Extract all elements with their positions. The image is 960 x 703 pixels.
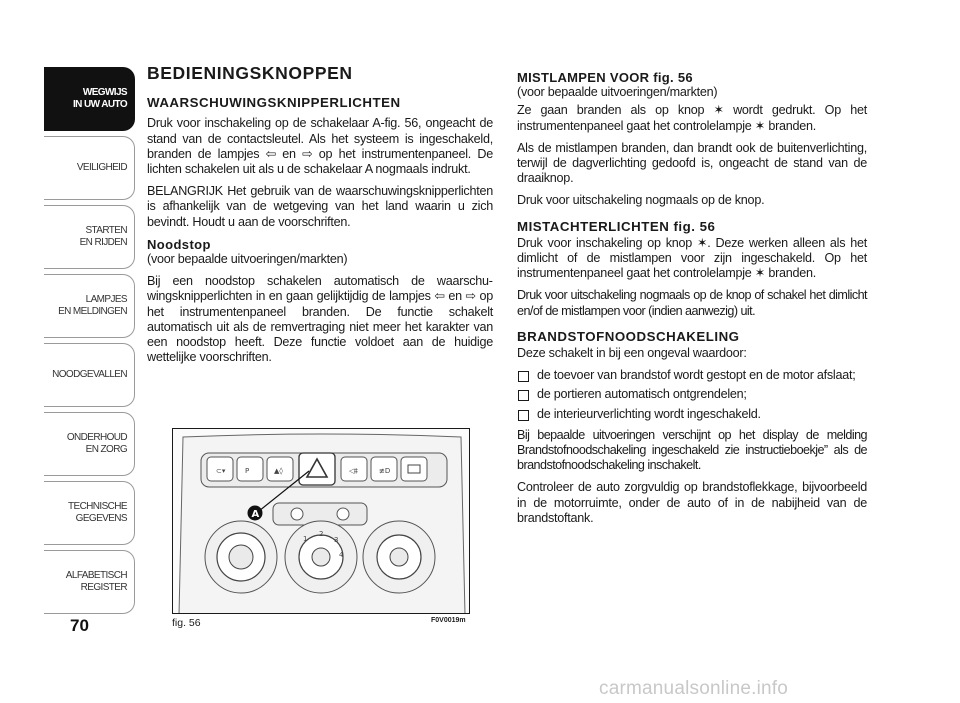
right-column [517, 70, 867, 533]
list-item: de interieurverlichting wordt ingeschakeld. [517, 407, 867, 422]
figure-code: F0V0019m [431, 617, 466, 624]
svg-text:2: 2 [319, 530, 324, 538]
paragraph: Druk voor uitschakeling nogmaals op de knop of schakel het dimlicht en/of de mistlampen voor (indien aanwezig) uit. [517, 288, 867, 318]
list-item: de toevoer van brandstof wordt gestopt en de motor afslaat; [517, 368, 867, 383]
paragraph: Als de mistlampen branden, dan brandt ook de buitenverlichting, terwijl de dagverlichting gedoofd is, ongeacht de stand van de draaiknop. [517, 140, 867, 186]
paragraph: Controleer de auto zorgvuldig op brandstoflekkage, bijvoorbeeld in de motorruimte, onder de auto of in de nabijheid van de brandstoftank. [517, 480, 867, 525]
callout-label: A [251, 509, 260, 520]
tab-technische[interactable]: TECHNISCHE GEGEVENS [44, 481, 135, 545]
paragraph: BELANGRIJK Het gebruik van de waarschuwingsknipperlichten is afhankelijk van de wetgeving van het land waarin u zich bevindt. Houdt u aan de voorschriften. [147, 184, 493, 229]
svg-text:◁‡: ◁‡ [349, 467, 358, 475]
svg-text:⊂▾: ⊂▾ [216, 467, 226, 475]
svg-text:≢D: ≢D [379, 467, 391, 475]
watermark: carmanualsonline.info [599, 678, 789, 699]
page-title: BEDIENINGSKNOPPEN [147, 63, 353, 83]
svg-text:3: 3 [334, 536, 339, 544]
section-title-mistachterlichten: MISTACHTERLICHTEN fig. 56 [517, 218, 716, 234]
section-title-brandstof: BRANDSTOFNOODSCHAKELING [517, 328, 740, 344]
left-column [147, 63, 493, 372]
svg-text:P: P [245, 467, 250, 475]
paragraph: Bij bepaalde uitvoeringen verschijnt op het display de melding Brandstofnoodschakeling ingeschakeld zie instructieboekje” als de brandstofnoodschakeling inschakelt. [517, 427, 867, 473]
tab-lampjes[interactable]: LAMPJES EN MELDINGEN [44, 274, 135, 338]
dashboard-illustration [173, 429, 470, 614]
tab-onderhoud[interactable]: ONDERHOUD EN ZORG [44, 412, 135, 476]
section-title-mistlampen: MISTLAMPEN VOOR fig. 56 [517, 70, 693, 85]
paragraph: Ze gaan branden als op knop ✶ wordt gedrukt. Op het instrumentenpaneel gaat het controlelampje ✶ branden. [517, 103, 867, 133]
paragraph: Druk voor inschakeling op knop ✶. Deze werken alleen als het dimlicht of de mistlampen voor zijn ingeschakeld. Op het instrumentenpaneel gaat het controlelampje ✶ branden. [517, 235, 867, 281]
section-subtitle: (voor bepaalde uitvoeringen/markten) [147, 252, 348, 267]
list-item: de portieren automatisch ontgrendelen; [517, 387, 867, 402]
paragraph: Druk voor inschakeling op de schakelaar A-fig. 56, ongeacht de stand van de contactsleutel. Als het systeem is ingeschakeld, branden de lampjes ⇦ en ⇨ op het instrumentenpaneel. De lichten schakelen uit als u de schakelaar A nogmaals indrukt. [147, 116, 493, 177]
section-subtitle: (voor bepaalde uitvoeringen/markten) [517, 85, 718, 100]
svg-text:4: 4 [339, 551, 344, 559]
figure-caption: fig. 56 [172, 617, 201, 629]
section-title-noodstop: Noodstop [147, 236, 211, 252]
svg-text:1: 1 [303, 535, 308, 543]
section-title-hazard: WAARSCHUWINGSKNIPPERLICHTEN [147, 95, 401, 111]
paragraph: Deze schakelt in bij een ongeval waardoor: [517, 346, 747, 361]
tab-noodgevallen[interactable]: NOODGEVALLEN [44, 343, 135, 407]
dashboard-figure [172, 428, 470, 614]
tab-starten[interactable]: STARTEN EN RIJDEN [44, 205, 135, 269]
tab-wegwijs[interactable]: WEGWIJS IN UW AUTO [44, 67, 135, 131]
bullet-list [517, 368, 867, 422]
page-number: 70 [70, 616, 89, 635]
paragraph: Druk voor uitschakeling nogmaals op de knop. [517, 193, 765, 208]
paragraph: Bij een noodstop schakelen automatisch de waarschuwingsknipperlichten in en gaan gelijktijdig de lampjes ⇦ en ⇨ op het instrumentenpaneel branden. De functie schakelt automatisch uit als de remvertraging niet meer het karakter van een noodstop heeft. Deze functie voldoet aan de huidige wettelijke voorschriften. [147, 274, 493, 365]
tab-veiligheid[interactable]: VEILIGHEID [44, 136, 135, 200]
svg-text:▲◊: ▲◊ [274, 467, 283, 475]
tab-alfabetisch[interactable]: ALFABETISCH REGISTER [44, 550, 135, 614]
